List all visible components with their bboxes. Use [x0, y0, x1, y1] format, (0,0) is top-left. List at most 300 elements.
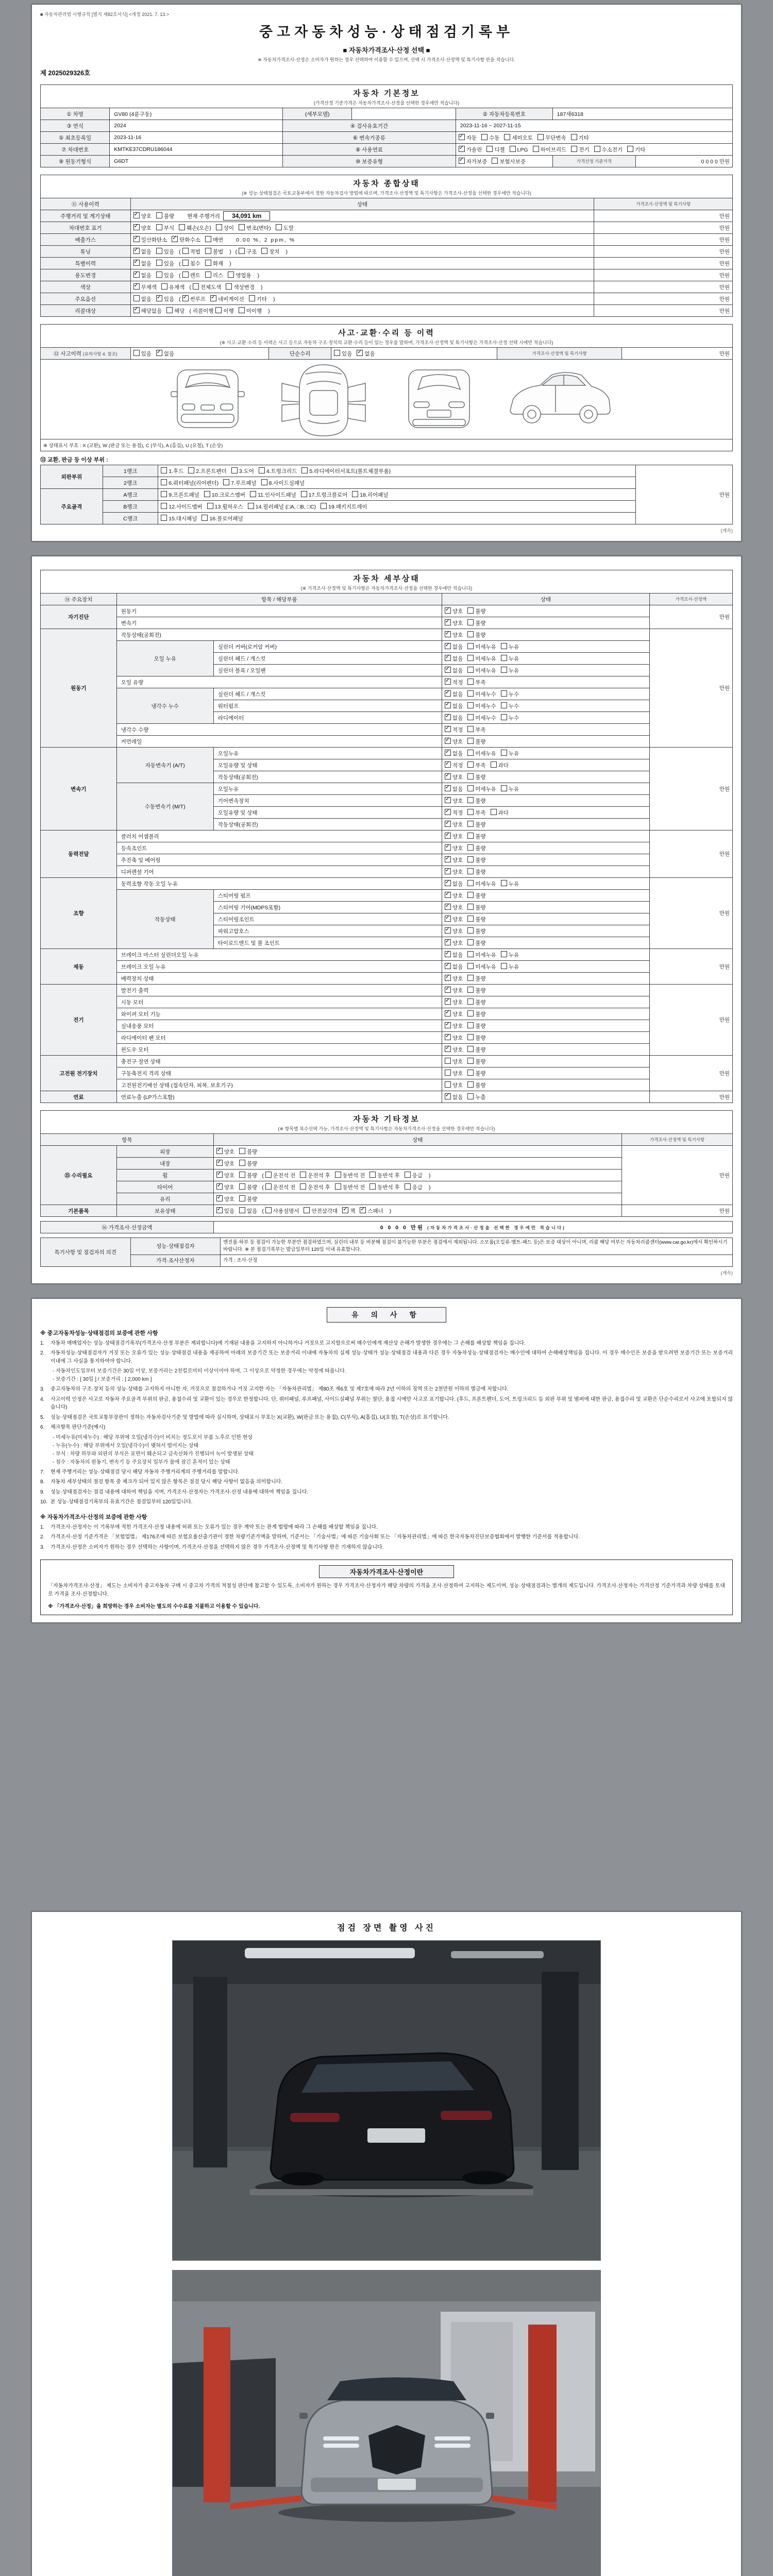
checkbox-option [445, 868, 463, 876]
section-title: 사고·교환·수리 등 이력 [338, 329, 435, 337]
option-label: 사용설명서 [273, 1208, 299, 1214]
item-name: 구동축전지 격리 상태 [116, 1067, 442, 1079]
comprehensive-row [41, 293, 733, 305]
item-state [442, 1067, 649, 1079]
exchange-row [41, 501, 733, 513]
detail-table [40, 593, 733, 1103]
checkbox-option [467, 642, 496, 651]
car-rear-diagram [390, 361, 488, 438]
field-label: ⑩ 보증유형 [283, 156, 456, 167]
column-header: 가격조사·산정액 및 특기사항 [622, 1134, 733, 1146]
notice-subitem: - 부식 : 차량 하부와 외판의 부식은 표면이 훼손되고 금속산화가 진행되어 녹이 발생된 상태 [53, 1451, 254, 1457]
option-label: 13.휠하우스 [214, 504, 243, 510]
checkbox-checked-icon [445, 702, 451, 708]
price-cell: 만원 [594, 305, 733, 317]
notice-number: 10. [40, 1499, 47, 1505]
checkbox-checked-icon [445, 1093, 451, 1099]
field-label: ⑫ 사고이력 [53, 350, 81, 357]
checkbox-unchecked-icon [216, 224, 222, 230]
checkbox-unchecked-icon [445, 1070, 451, 1076]
option-label: 19.패키지트레이 [328, 504, 367, 510]
option-label: 부족 [475, 727, 486, 733]
option-label: 누유 [508, 952, 519, 958]
item-name: 변속기 [116, 617, 442, 629]
item-state [213, 1146, 621, 1158]
row-label: 리콜대상 [41, 305, 131, 317]
option-label: 없음 [452, 964, 463, 970]
plate-number-value: 187새6318 [552, 108, 732, 120]
item-category: 냉각수 누수 [116, 688, 213, 724]
checkbox-option [467, 903, 485, 911]
checkbox-unchecked-icon [239, 224, 245, 230]
option-label: 화재 [212, 261, 224, 267]
option-label: 있음 [141, 351, 152, 357]
column-header: ⑪ 사용이력 [41, 198, 131, 210]
checkbox-checked-icon [172, 236, 178, 242]
checkbox-option [501, 951, 519, 959]
option-label: 누유 [508, 656, 519, 662]
checkbox-option [216, 1207, 234, 1215]
checkbox-unchecked-icon [265, 1172, 272, 1178]
checkbox-option [467, 737, 485, 745]
checkbox-option [133, 235, 167, 244]
appraiser-comment: 가격 : 조사·산정 [221, 1255, 733, 1266]
table-row [41, 120, 733, 132]
exchange-row [41, 489, 733, 501]
notice-number: 9. [40, 1489, 45, 1495]
checkbox-unchecked-icon [467, 951, 474, 957]
option-label: 불량 [475, 905, 486, 911]
checkbox-checked-icon [357, 350, 363, 356]
item-state [442, 937, 649, 949]
checkbox-unchecked-icon [188, 467, 194, 473]
checkbox-unchecked-icon [467, 1034, 474, 1040]
device-name: 조향 [41, 878, 117, 949]
item-state [442, 748, 649, 759]
checkbox-option [459, 145, 482, 154]
checkbox-option [216, 1195, 234, 1203]
item-state [442, 985, 649, 996]
comprehensive-row [41, 305, 733, 317]
document [31, 0, 742, 2576]
row-state [130, 246, 594, 258]
option-label: 없음 [452, 703, 463, 709]
checkbox-unchecked-icon [156, 260, 162, 266]
item-name: 충전구 절연 상태 [116, 1056, 442, 1067]
checkbox-option [501, 642, 519, 651]
item-name: 브레이크 오일 누유 [116, 961, 442, 973]
checkbox-option [445, 879, 463, 888]
checkbox-unchecked-icon [501, 785, 507, 791]
checkbox-unchecked-icon [182, 260, 189, 266]
checkbox-option [445, 737, 463, 745]
row-state [130, 269, 594, 281]
notice-text: 자동차 매매업자는 성능·상태점검기록부(가격조사·산정 부분은 제외합니다)에 기재된 내용을 고지하지 아니하거나 거짓으로 고지함으로써 매수인에게 재산상 손해가 발생한 경우에는 그 손해를 배상할 책임을 집니다. [51, 1340, 526, 1346]
checkbox-option [182, 271, 200, 279]
checkbox-unchecked-icon [239, 1207, 245, 1213]
rank-items [158, 513, 636, 524]
checkbox-unchecked-icon [492, 158, 498, 164]
checkbox-checked-icon [445, 809, 451, 815]
option-label: 양호 [452, 620, 463, 626]
notice-text: 사고이력 인정은 사고로 자동차 주요골격 부위의 판금, 용접수리 및 교환이 있는 경우로 한정합니다. 단, 쿼터패널, 루프패널, 사이드실패널 부위는 절단, 용접 시에만 사고로 표기합니다. (후드, 프론트펜더, 도어, 트렁크리드 등 외판 부위 및 범퍼에 대한 판금, 용접수리 및 교환은 단순수리로서 사고에 포함되지 않습니다) [51, 1396, 733, 1411]
checkbox-option [445, 1033, 463, 1042]
checkbox-option [467, 690, 496, 698]
checkbox-option [133, 271, 152, 279]
checkbox-unchecked-icon [250, 491, 256, 497]
item-state [442, 771, 649, 783]
price-cell: 만원 [649, 831, 732, 878]
rank-label: A랭크 [103, 489, 158, 501]
option-label: 부식 [163, 225, 175, 231]
definition-title: 자동차가격조사·산정이란 [319, 1565, 454, 1578]
checkbox-option [445, 654, 463, 663]
checkbox-checked-icon [445, 927, 451, 934]
checkbox-option [228, 271, 251, 279]
option-label: 미세누유 [475, 881, 496, 887]
checkbox-unchecked-icon [204, 491, 210, 497]
item-state [442, 961, 649, 973]
checkbox-option [156, 295, 174, 303]
comprehensive-row [41, 246, 733, 258]
checkbox-unchecked-icon [467, 809, 474, 815]
checkbox-checked-icon [445, 892, 451, 898]
option-label: 하이브리드 [540, 147, 567, 153]
option-label: 미이행 [246, 308, 262, 314]
checkbox-option [445, 702, 463, 710]
detail-row [41, 854, 733, 866]
item-state [442, 641, 649, 653]
sub-option-group [189, 308, 270, 314]
notice-number: 1. [40, 1524, 45, 1530]
notice-number: 7. [40, 1469, 45, 1475]
photos-section-title: 점검 장면 촬영 사진 [337, 1924, 436, 1933]
option-label: 불량 [475, 1082, 486, 1089]
notice-number: 2. [40, 1350, 45, 1357]
item-state [442, 1032, 649, 1044]
price-cell: 만원 [622, 1146, 733, 1205]
checkbox-option [239, 307, 262, 315]
option-label: 미세누유 [475, 952, 496, 958]
checkbox-checked-icon [133, 260, 140, 266]
checkbox-option [491, 761, 509, 769]
row-state [130, 281, 594, 293]
checkbox-option [261, 479, 305, 487]
option-label: 없음 [452, 644, 463, 650]
checkbox-option [501, 690, 519, 698]
detail-row [41, 1056, 733, 1067]
checkbox-option [445, 749, 463, 757]
section-title: 자동차 기타정보 [353, 1115, 420, 1124]
item-name: 윈도우 모터 [116, 1044, 442, 1056]
option-label: 5.라디에이터서포트(볼트체결부품) [309, 468, 391, 474]
checkbox-option [161, 467, 183, 475]
option-label: 미세누수 [475, 715, 496, 721]
item-state [442, 1079, 649, 1091]
checkbox-unchecked-icon [335, 1172, 341, 1178]
checkbox-option [467, 974, 485, 982]
checkbox-option [156, 259, 174, 267]
option-label: 없음 [141, 273, 152, 279]
checkbox-checked-icon [360, 1207, 366, 1213]
option-label: 양호 [452, 632, 463, 638]
item-name: 기어변속장치 [213, 795, 442, 807]
checkbox-unchecked-icon [501, 690, 507, 697]
item-name: 스티어링 펌프 [213, 890, 442, 902]
option-label: 미세누유 [475, 786, 496, 792]
checkbox-checked-icon [445, 880, 451, 886]
field-label: ⑧ 사용연료 [283, 144, 456, 156]
option-label: 양호 [452, 798, 463, 804]
notice-text: 자동차 세부상태의 점검 항목 중 체크가 되어 있지 않은 항목은 점검 당시 해당 사항이 없음을 의미합니다. [51, 1479, 283, 1485]
accident-history-label [41, 348, 131, 360]
option-label: 무단변속 [545, 135, 566, 141]
detail-row [41, 748, 733, 759]
item-name: 발전기 출력 [116, 985, 442, 996]
option-label: 9.프론트패널 [169, 492, 199, 498]
model-year-value: 2024 [110, 120, 283, 132]
checkbox-unchecked-icon [467, 1010, 474, 1016]
notice-number: 6. [40, 1425, 45, 1431]
field-label: ④ 검사유효기간 [283, 120, 456, 132]
checkbox-option [445, 1057, 463, 1065]
checkbox-option [445, 785, 463, 793]
checkbox-option [445, 1010, 463, 1018]
checkbox-unchecked-icon [445, 1058, 451, 1064]
checkbox-option [205, 271, 223, 279]
checkbox-unchecked-icon [156, 212, 162, 218]
option-label: 잭 [350, 1208, 356, 1214]
table-row [41, 1222, 733, 1233]
item-name: 동력조향 작동 오일 누유 [116, 878, 442, 890]
checkbox-checked-icon [445, 619, 451, 625]
inspector-label: 성능·상태점검자 [130, 1238, 221, 1255]
checkbox-unchecked-icon [627, 146, 633, 152]
checkbox-unchecked-icon [486, 146, 493, 152]
item-category: 수동변속기 (M/T) [116, 783, 213, 831]
checkbox-checked-icon [156, 295, 162, 301]
checkbox-option [445, 678, 463, 686]
option-label: 불량 [475, 739, 486, 745]
device-name: 고전원 전기장치 [41, 1056, 117, 1091]
option-label: 과다 [498, 762, 509, 769]
checkbox-option [467, 856, 485, 864]
checkbox-option [201, 514, 243, 522]
section-note: (가격산정 기준가격은 자동차가격조사·산정을 선택한 경우에만 적습니다) [313, 100, 460, 106]
checkbox-option [445, 962, 463, 971]
checkbox-option [504, 133, 533, 142]
detail-row [41, 1044, 733, 1056]
section-note: (※ 사고·교환·수리 등 이력은 사고 등으로 자동차 구조·장치의 교환·수리 등이 있는 경우를 말하며, 가격조사·산정액 및 특기사항은 가격조사·산정 선택 시에만 적습니다) [220, 340, 553, 345]
row-state [130, 258, 594, 269]
checkbox-unchecked-icon [201, 515, 208, 521]
detail-row [41, 641, 733, 653]
notice-number: 3. [40, 1544, 45, 1550]
checkbox-unchecked-icon [504, 134, 510, 140]
item-name: 오일유량 및 상태 [213, 759, 442, 771]
checkbox-checked-icon [445, 1022, 451, 1028]
checkbox-unchecked-icon [161, 467, 167, 473]
item-state [442, 736, 649, 748]
item-name: 배력장치 상태 [116, 973, 442, 985]
checkbox-option [445, 761, 463, 769]
option-label: 불량 [475, 822, 486, 828]
price-cell: 만원 [594, 293, 733, 305]
checkbox-unchecked-icon [226, 283, 232, 290]
checkbox-unchecked-icon [571, 134, 577, 140]
checkbox-unchecked-icon [133, 295, 140, 301]
option-label: 렌트 [190, 273, 200, 279]
checkbox-option [467, 1045, 485, 1054]
checkbox-option [467, 951, 496, 959]
option-label: 양호 [224, 1161, 235, 1167]
checkbox-unchecked-icon [510, 146, 516, 152]
price-cell: 만원 [622, 348, 733, 360]
option-label: 양호 [452, 1071, 463, 1077]
row-state [130, 293, 594, 305]
checkbox-option [467, 678, 485, 686]
sub-option-group [189, 284, 262, 291]
checkbox-checked-icon [445, 951, 451, 957]
checkbox-option [193, 283, 222, 291]
item-state [442, 1056, 649, 1067]
checkbox-option [156, 271, 174, 279]
checkbox-unchecked-icon [369, 1172, 376, 1178]
option-label: 양호 [452, 1059, 463, 1065]
checkbox-checked-icon [445, 679, 451, 685]
option-label: 탄화수소 [179, 237, 200, 243]
option-label: 불량 [475, 893, 486, 899]
field-label: ② 자동차등록번호 [456, 108, 552, 120]
checkbox-unchecked-icon [467, 714, 474, 720]
checkbox-checked-icon [445, 785, 451, 791]
option-label: 8.사이드실패널 [268, 480, 305, 486]
checkbox-unchecked-icon [215, 307, 222, 313]
detail-row [41, 676, 733, 688]
checkbox-unchecked-icon [182, 248, 189, 254]
checkbox-option [445, 820, 463, 828]
first-registration-value: 2023-11-16 [110, 132, 283, 144]
checkbox-unchecked-icon [501, 963, 507, 969]
option-label: 불량 [475, 976, 486, 982]
option-label: 불량 [475, 774, 486, 781]
option-label: 있음 [163, 273, 175, 279]
checkbox-option [216, 1159, 234, 1167]
item-state [442, 866, 649, 878]
price-appraisal-definition-box [40, 1560, 733, 1615]
option-label: 과다 [498, 810, 509, 816]
checkbox-checked-icon [216, 1148, 223, 1154]
checkbox-option [250, 490, 296, 499]
engine-type-value: G6DT [110, 156, 283, 167]
option-label: 적정 [452, 680, 463, 686]
item-name: 오일유량 및 상태 [213, 807, 442, 819]
checkbox-option [239, 247, 257, 256]
checkbox-option [216, 1171, 234, 1179]
checkbox-option [445, 773, 463, 781]
checkbox-unchecked-icon [467, 607, 474, 614]
device-name: 원동기 [41, 629, 117, 748]
price-cell: 만원 [649, 1056, 732, 1091]
option-label: 양호 [452, 893, 463, 899]
checkbox-option [501, 714, 519, 722]
option-label: 운전석 전 [273, 1173, 296, 1179]
device-name: 자기진단 [41, 605, 117, 629]
option-label: 매연 [212, 237, 224, 243]
notice-subitem: - 보증기간 : [ 30일 ] / 보증거리 : [ 2,000 km ] [53, 1377, 152, 1383]
option-label: 썬루프 [190, 296, 206, 302]
option-label: 불량 [247, 1149, 258, 1155]
checkbox-unchecked-icon [481, 134, 488, 140]
device-name: 전기 [41, 985, 117, 1056]
item-name: 와이퍼 모터 기능 [116, 1008, 442, 1020]
checkbox-option [182, 295, 206, 303]
option-label: 해당없음 [141, 308, 162, 314]
notices-section2-title: ※ 자동차가격조사·산정의 보증에 관한 사항 [40, 1514, 147, 1520]
row-label: 특별이력 [41, 258, 131, 269]
option-label: 불량 [475, 1035, 486, 1041]
checkbox-checked-icon [445, 868, 451, 874]
sub-option-group [262, 1173, 430, 1179]
item-state [442, 819, 649, 831]
notice-text: 체크항목 판단기준(예시) [51, 1425, 106, 1431]
checkbox-unchecked-icon [161, 503, 167, 509]
checkbox-option [369, 1171, 400, 1179]
item-name: 실린더 블록 / 오일팬 [213, 665, 442, 676]
checkbox-unchecked-icon [276, 224, 282, 230]
simple-repair-options [331, 348, 497, 360]
checkbox-option [445, 725, 463, 734]
option-label: 양호 [452, 940, 463, 946]
option-label: 있음 [163, 249, 175, 255]
checkbox-option [265, 1171, 296, 1179]
row-label: 색상 [41, 281, 131, 293]
option-label: 일산화탄소 [141, 237, 167, 243]
checkbox-option [467, 631, 485, 639]
sub-option-group [262, 1208, 391, 1214]
comprehensive-row [41, 222, 733, 234]
option-label: 기타 [635, 147, 646, 153]
checkbox-unchecked-icon [265, 1207, 272, 1213]
checkbox-checked-icon [133, 272, 140, 278]
checkbox-unchecked-icon [467, 892, 474, 898]
section-title: 자동차 종합상태 [353, 179, 420, 188]
document-title: 중고자동차성능·상태점검기록부 [259, 24, 514, 40]
option-label: 불량 [475, 1011, 486, 1018]
option-label: 미세누수 [475, 703, 496, 709]
checkbox-checked-icon [445, 1034, 451, 1040]
option-label: 불량 [163, 213, 175, 219]
option-label: 없음 [452, 656, 463, 662]
option-label: 도말 [283, 225, 294, 231]
checkbox-checked-icon [445, 975, 451, 981]
option-label: 부족 [475, 762, 486, 769]
checkbox-unchecked-icon [239, 248, 245, 254]
checkbox-option [445, 666, 463, 674]
checkbox-option [445, 1069, 463, 1077]
checkbox-option [205, 235, 223, 244]
checkbox-unchecked-icon [239, 1183, 245, 1190]
item-state [442, 665, 649, 676]
section-title: 자동차 세부상태 [353, 574, 420, 583]
option-label: 불량 [475, 632, 486, 638]
comprehensive-row [41, 234, 733, 246]
checkbox-option [445, 891, 463, 900]
checkbox-option [571, 133, 589, 142]
comprehensive-row [41, 258, 733, 269]
checkbox-option [321, 502, 367, 511]
checkbox-option [334, 349, 352, 358]
